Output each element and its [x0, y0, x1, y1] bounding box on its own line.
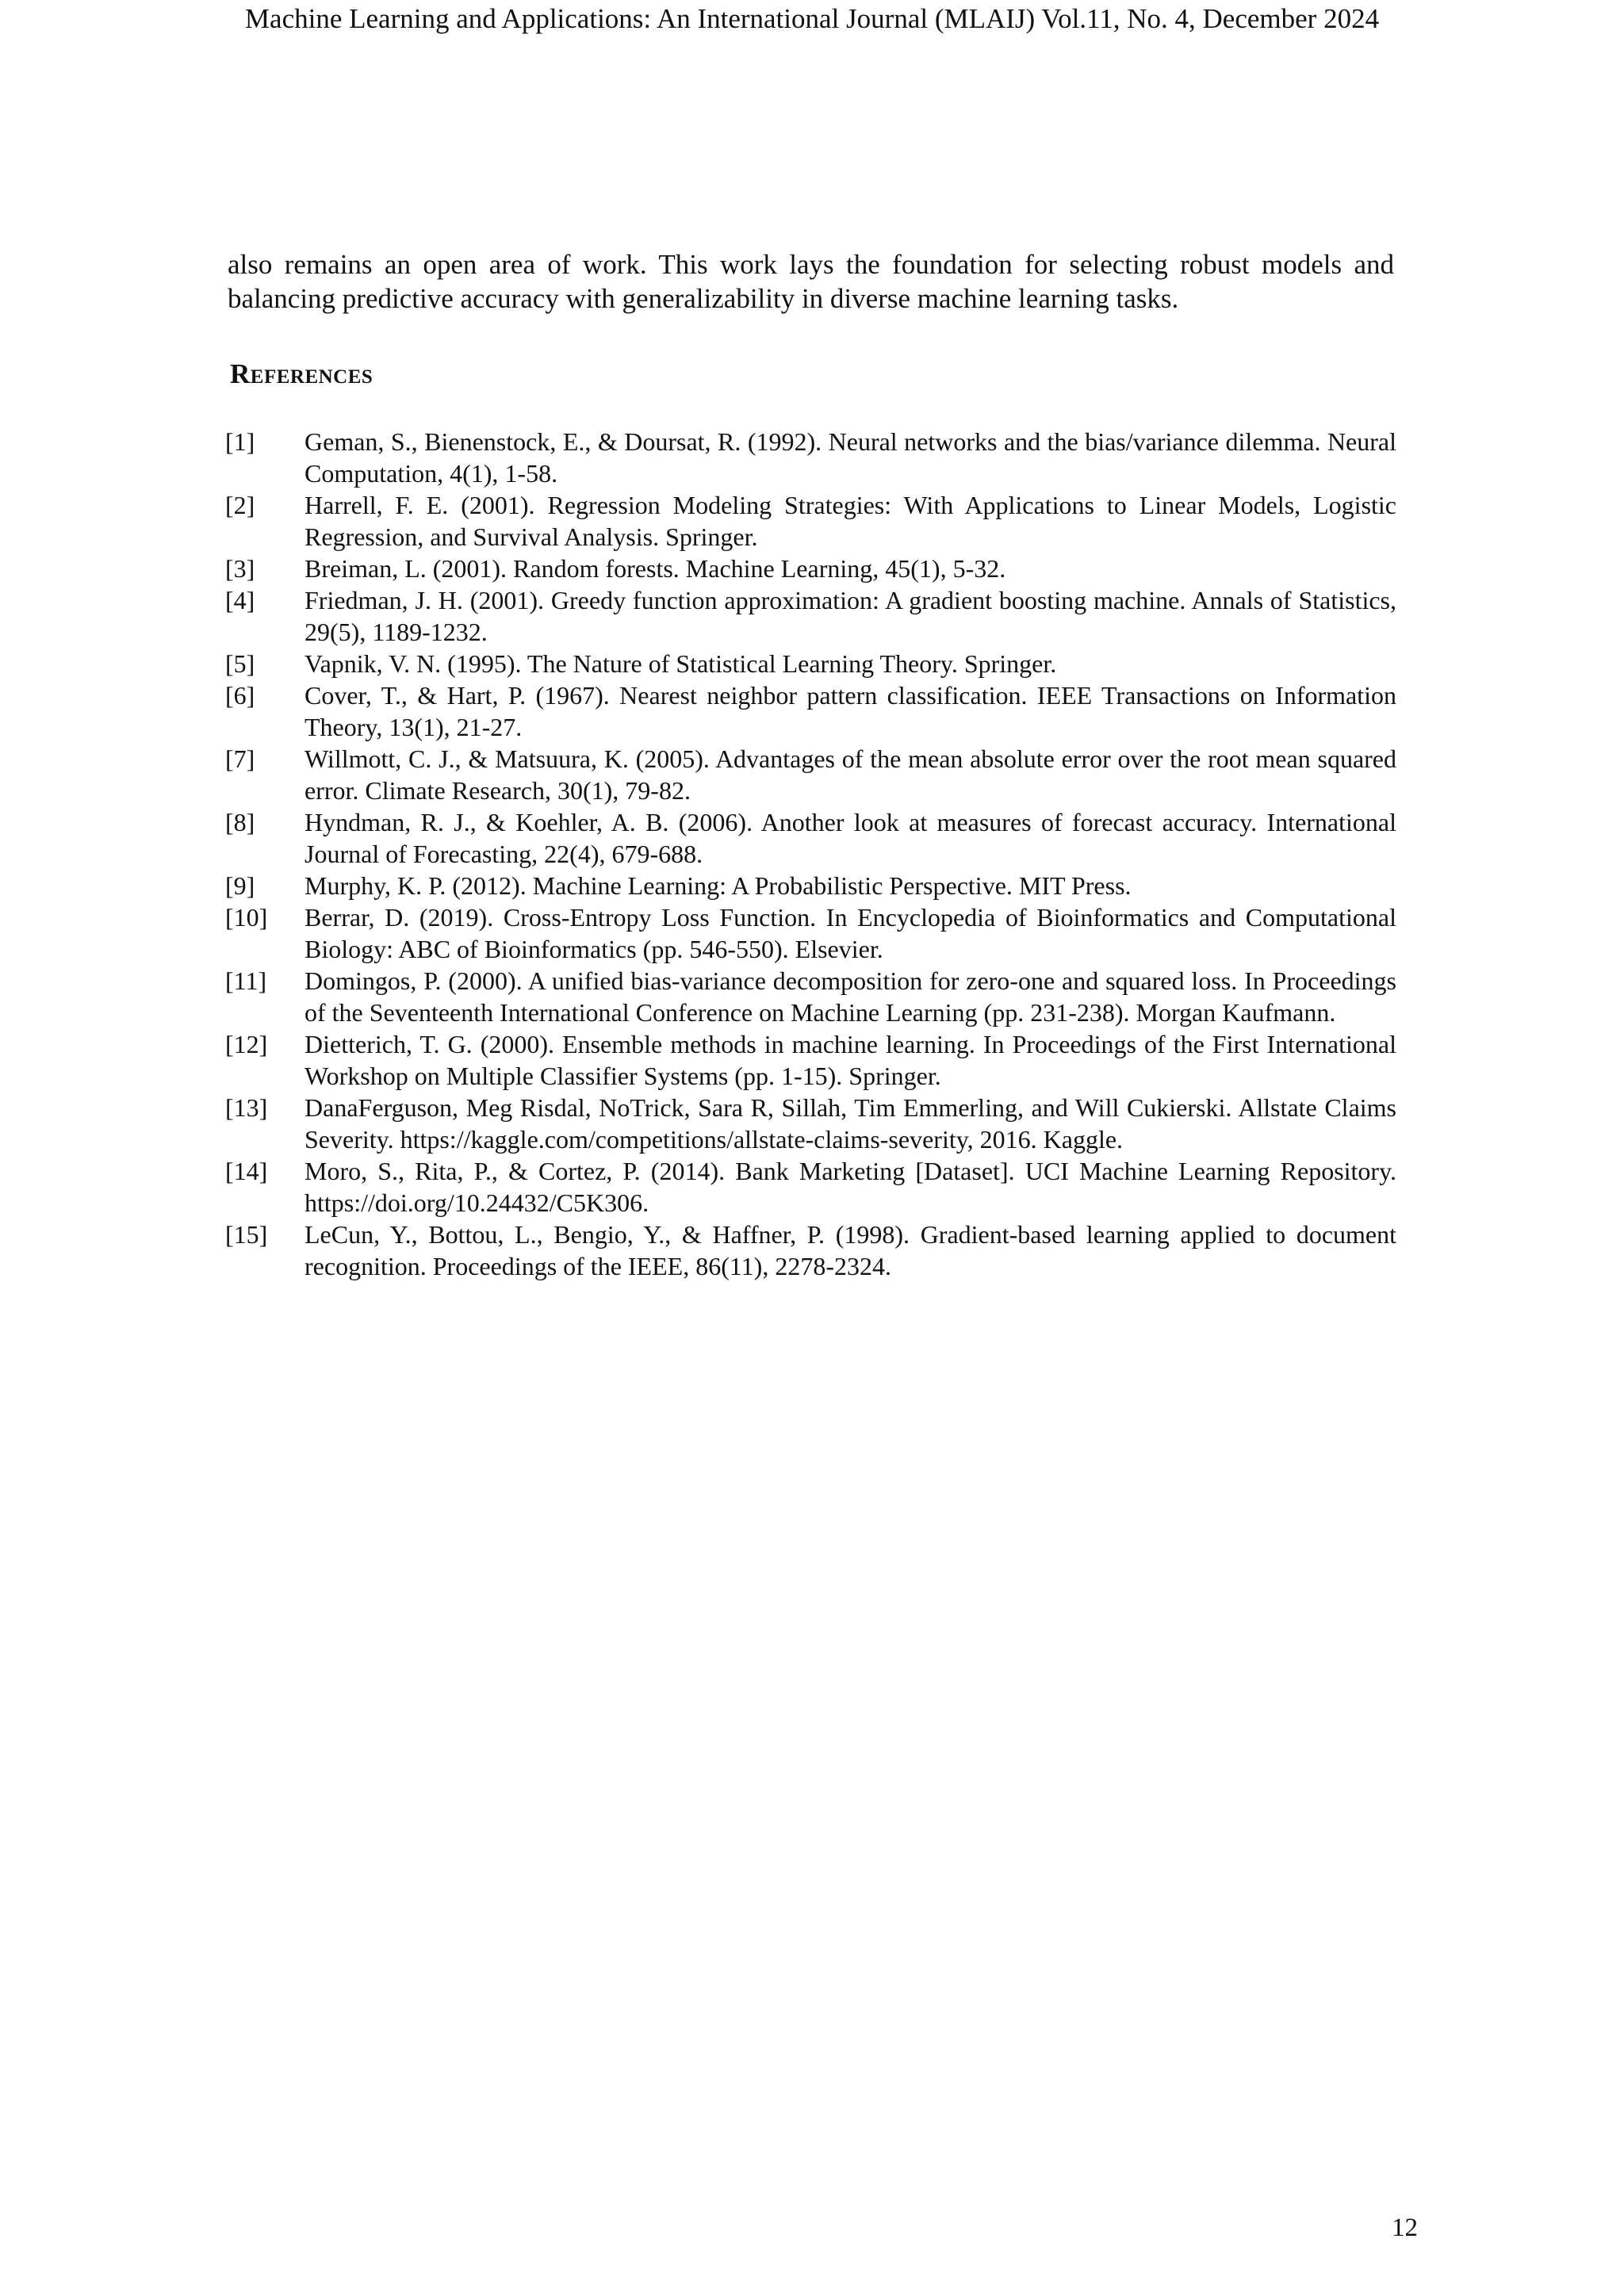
reference-number: [7]	[225, 744, 255, 773]
reference-number: [6]	[225, 681, 255, 710]
reference-number: [1]	[225, 427, 255, 456]
reference-list	[225, 426, 1396, 1282]
reference-text: Breiman, L. (2001). Random forests. Machine Learning, 45(1), 5-32.	[304, 554, 1006, 583]
reference-number: [13]	[225, 1093, 268, 1122]
references-heading: References	[230, 358, 373, 389]
reference-number: [5]	[225, 649, 255, 678]
reference-text: Friedman, J. H. (2001). Greedy function approximation: A gradient boosting machine. Annals of Statistics, 29(5), 1189-1232.	[304, 586, 1396, 646]
reference-text: DanaFerguson, Meg Risdal, NoTrick, Sara R, Sillah, Tim Emmerling, and Will Cukierski. Allstate Claims Severity. https://kaggle.com/competitions/allstate-claims-severity, 2016. Kaggle.	[304, 1093, 1396, 1154]
reference-text: Geman, S., Bienenstock, E., & Doursat, R. (1992). Neural networks and the bias/variance dilemma. Neural Computation, 4(1), 1-58.	[304, 427, 1396, 488]
reference-item	[225, 426, 1396, 489]
reference-number: [9]	[225, 871, 255, 900]
reference-number: [3]	[225, 554, 255, 583]
reference-number: [15]	[225, 1220, 268, 1249]
reference-number: [8]	[225, 808, 255, 836]
reference-text: Murphy, K. P. (2012). Machine Learning: A Probabilistic Perspective. MIT Press.	[304, 871, 1132, 900]
reference-text: Dietterich, T. G. (2000). Ensemble methods in machine learning. In Proceedings of the First International Workshop on Multiple Classifier Systems (pp. 1-15). Springer.	[304, 1030, 1396, 1090]
reference-item	[225, 648, 1396, 679]
reference-number: [11]	[225, 966, 267, 995]
reference-text: Hyndman, R. J., & Koehler, A. B. (2006). Another look at measures of forecast accuracy. International Journal of Forecasting, 22(4), 679-688.	[304, 808, 1396, 868]
reference-text: LeCun, Y., Bottou, L., Bengio, Y., & Haffner, P. (1998). Gradient-based learning applied to document recognition. Proceedings of the IEEE, 86(11), 2278-2324.	[304, 1220, 1396, 1280]
reference-item	[225, 553, 1396, 584]
reference-number: [14]	[225, 1157, 268, 1185]
reference-text: Cover, T., & Hart, P. (1967). Nearest neighbor pattern classification. IEEE Transactions on Information Theory, 13(1), 21-27.	[304, 681, 1396, 741]
reference-number: [2]	[225, 491, 255, 519]
reference-text: Domingos, P. (2000). A unified bias-variance decomposition for zero-one and squared loss. In Proceedings of the Seventeenth International Conference on Machine Learning (pp. 231-238). Morgan Kaufmann.	[304, 966, 1396, 1027]
reference-item	[225, 901, 1396, 965]
running-header: Machine Learning and Applications: An International Journal (MLAIJ) Vol.11, No. 4, December 2024	[244, 3, 1380, 34]
reference-item	[225, 584, 1396, 648]
body-paragraph: also remains an open area of work. This work lays the foundation for selecting robust models and balancing predictive accuracy with generalizability in diverse machine learning tasks.	[228, 249, 1394, 314]
reference-item	[225, 1155, 1396, 1219]
reference-item	[225, 965, 1396, 1028]
reference-item	[225, 1028, 1396, 1092]
reference-item	[225, 806, 1396, 870]
reference-item	[225, 489, 1396, 553]
reference-text: Berrar, D. (2019). Cross-Entropy Loss Function. In Encyclopedia of Bioinformatics and Computational Biology: ABC of Bioinformatics (pp. 546-550). Elsevier.	[304, 903, 1396, 963]
reference-text: Harrell, F. E. (2001). Regression Modeling Strategies: With Applications to Linear Models, Logistic Regression, and Survival Analysis. Springer.	[304, 491, 1396, 551]
reference-item	[225, 870, 1396, 901]
reference-item	[225, 679, 1396, 743]
reference-number: [12]	[225, 1030, 268, 1058]
reference-item	[225, 1219, 1396, 1282]
reference-text: Willmott, C. J., & Matsuura, K. (2005). Advantages of the mean absolute error over the root mean squared error. Climate Research, 30(1), 79-82.	[304, 744, 1396, 805]
page-number: 12	[1392, 2214, 1418, 2242]
reference-text: Moro, S., Rita, P., & Cortez, P. (2014). Bank Marketing [Dataset]. UCI Machine Learning Repository. https://doi.org/10.24432/C5K306.	[304, 1157, 1396, 1217]
reference-item	[225, 1092, 1396, 1155]
reference-number: [4]	[225, 586, 255, 614]
reference-number: [10]	[225, 903, 268, 932]
reference-item	[225, 743, 1396, 806]
reference-text: Vapnik, V. N. (1995). The Nature of Statistical Learning Theory. Springer.	[304, 649, 1057, 678]
